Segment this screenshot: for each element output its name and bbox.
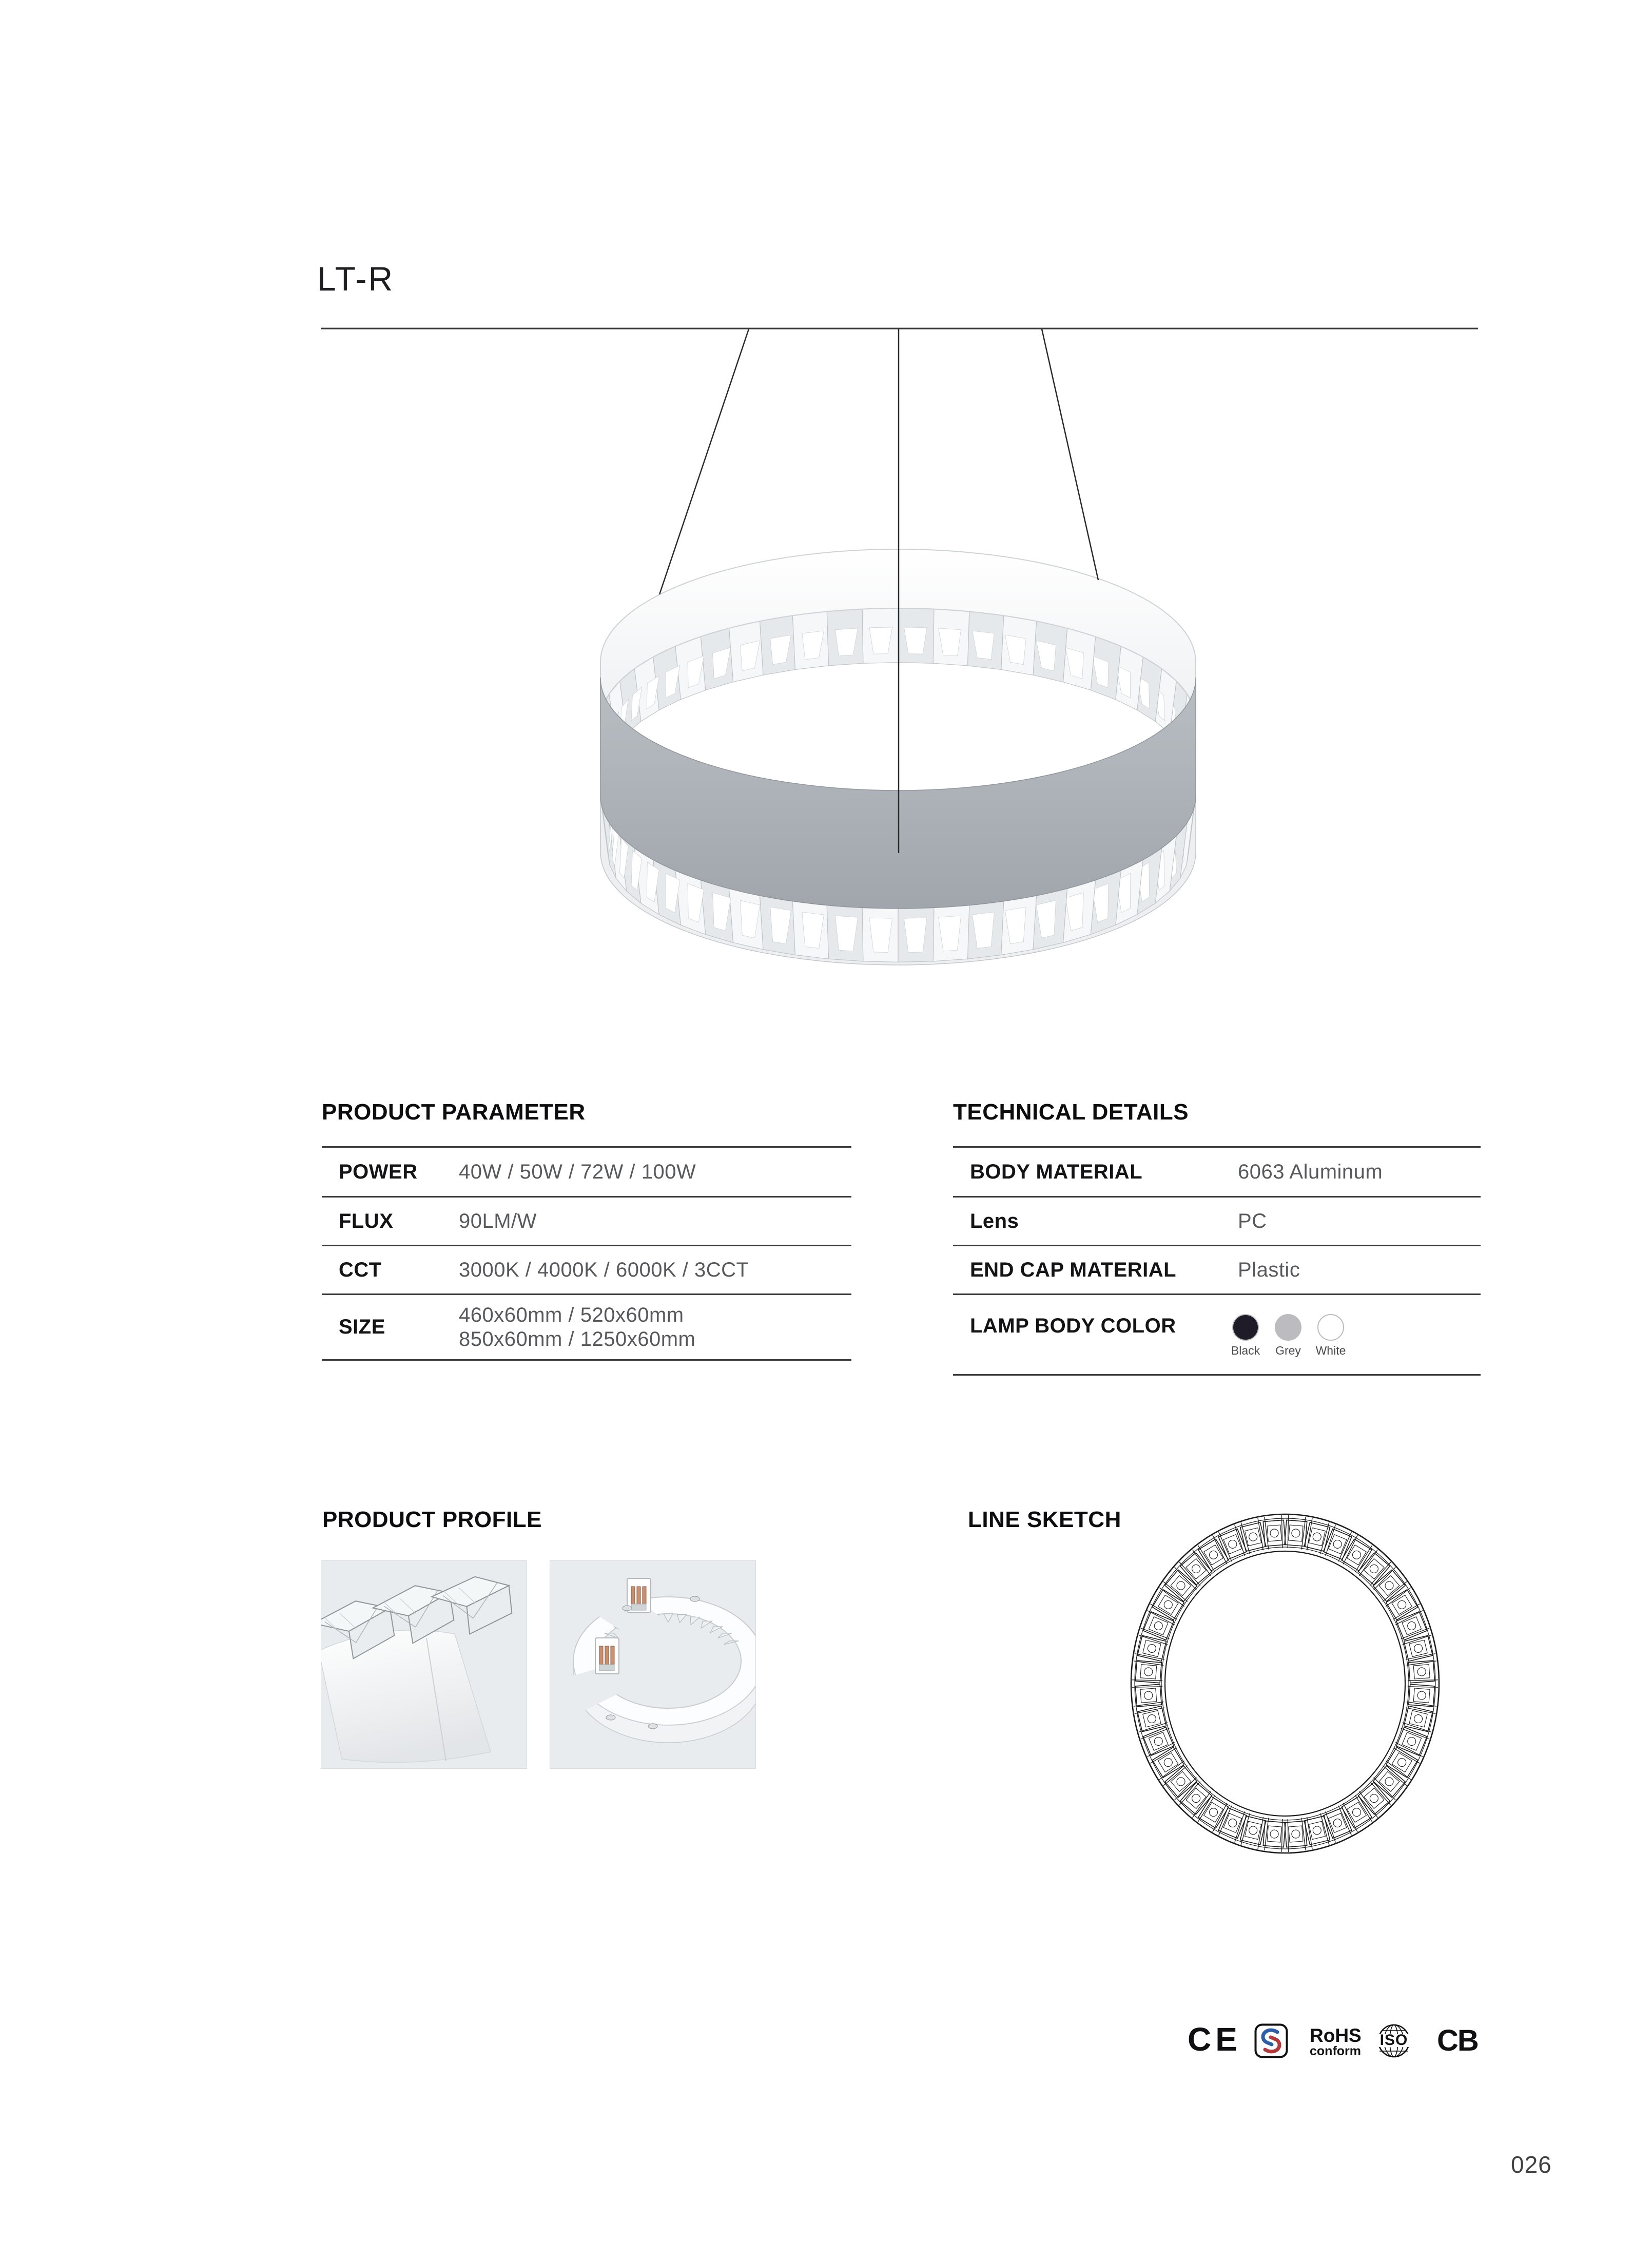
ring-line-sketch xyxy=(1103,1489,1468,1884)
row-value: 3000K / 4000K / 6000K / 3CCT xyxy=(459,1258,749,1281)
table-row xyxy=(322,1245,851,1293)
color-swatch-label: Grey xyxy=(1275,1344,1301,1357)
suspension-wire-right xyxy=(1042,329,1098,580)
row-label: BODY MATERIAL xyxy=(970,1160,1143,1183)
row-label: FLUX xyxy=(339,1209,394,1232)
profile-image-connector-assembly xyxy=(550,1560,756,1769)
table-row xyxy=(953,1245,1481,1293)
rohs-conform-text: conform xyxy=(1310,2044,1361,2058)
table-row xyxy=(953,1293,1481,1374)
row-value-line1: 460x60mm / 520x60mm xyxy=(459,1303,684,1326)
row-value: 40W / 50W / 72W / 100W xyxy=(459,1160,696,1183)
profile-image-lens-detail xyxy=(321,1560,527,1769)
iso-globe-icon xyxy=(1376,2023,1411,2058)
row-value: Plastic xyxy=(1238,1258,1300,1281)
color-swatch-label: White xyxy=(1315,1344,1346,1357)
row-value: 6063 Aluminum xyxy=(1238,1160,1383,1183)
row-label: CCT xyxy=(339,1258,382,1281)
row-label: END CAP MATERIAL xyxy=(970,1258,1177,1281)
connector-block-in-gap xyxy=(595,1638,619,1674)
table-row xyxy=(953,1196,1481,1245)
table-row xyxy=(322,1293,851,1359)
lens-detail-illustration xyxy=(321,1561,527,1768)
color-swatch-grey xyxy=(1275,1314,1301,1341)
table-row xyxy=(322,1196,851,1245)
product-model-title: LT-R xyxy=(317,260,395,298)
row-label: SIZE xyxy=(339,1316,385,1338)
page-number: 026 xyxy=(1511,2151,1552,2178)
color-swatch-black xyxy=(1232,1314,1259,1341)
rohs-text: RoHS xyxy=(1310,2025,1362,2046)
row-value: 90LM/W xyxy=(459,1209,537,1232)
row-label: POWER xyxy=(339,1160,418,1183)
rohs-mark-icon xyxy=(1310,2026,1362,2058)
section-title-line-sketch: LINE SKETCH xyxy=(968,1507,1121,1532)
section-title-product-profile: PRODUCT PROFILE xyxy=(322,1507,542,1532)
row-value-line2: 850x60mm / 1250x60mm xyxy=(459,1327,696,1350)
ce-mark-icon: CE xyxy=(1188,2021,1241,2058)
row-label: LAMP BODY COLOR xyxy=(970,1315,1176,1337)
cb-mark-icon: CB xyxy=(1437,2024,1478,2057)
safety-s-mark-icon xyxy=(1254,2023,1288,2058)
color-swatch-white xyxy=(1317,1314,1344,1341)
product-parameter-table xyxy=(322,1146,851,1361)
color-swatch-label: Black xyxy=(1231,1344,1260,1357)
connector-assembly-illustration xyxy=(550,1561,755,1768)
table-row xyxy=(953,1146,1481,1196)
technical-details-table xyxy=(953,1146,1481,1376)
table-row xyxy=(322,1146,851,1196)
suspension-wire-left xyxy=(659,329,749,594)
row-label: Lens xyxy=(970,1209,1019,1232)
row-value: PC xyxy=(1238,1209,1267,1232)
svg-text:ISO: ISO xyxy=(1379,2032,1408,2049)
pendant-ring-light-photo xyxy=(0,0,1652,1078)
section-title-product-parameter: PRODUCT PARAMETER xyxy=(322,1099,586,1125)
section-title-technical-details: TECHNICAL DETAILS xyxy=(953,1099,1189,1125)
certification-row xyxy=(1180,2017,1488,2069)
